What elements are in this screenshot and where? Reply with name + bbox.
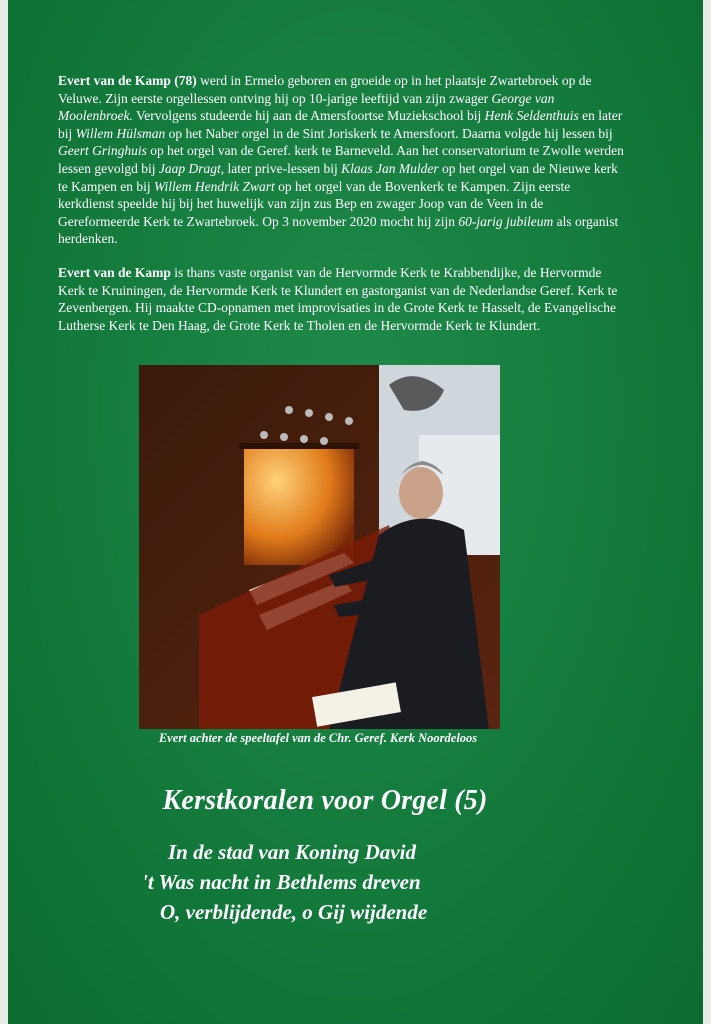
text-run: op het orgel van de Nieuwe kerk te Kampen en bij [58, 160, 618, 194]
italic-name: Geert Gringhuis [58, 143, 147, 159]
text-run: later prive-lessen bij [224, 160, 342, 176]
italic-name: Willem Hülsman [75, 125, 166, 141]
section-heading: Kerstkoralen voor Orgel (5) [162, 785, 488, 816]
italic-name: George van Moolenbroek. [58, 90, 555, 124]
page-edge-left [0, 0, 8, 1024]
page-edge-right [703, 0, 711, 1024]
text-run: en later bij [58, 108, 623, 141]
bio-paragraph-2 [58, 264, 624, 334]
text-run: als organist herdenken. [58, 213, 619, 247]
italic-name: Klaas Jan Mulder [341, 160, 439, 176]
hymn-title: O, verblijdende, o Gij wijdende [160, 900, 428, 924]
text-run: op het Naber orgel in de Sint Joriskerk te Amersfoort. Daarna volgde hij lessen bij [165, 125, 613, 141]
italic-name: Henk Seldenthuis [484, 108, 579, 124]
italic-name: 60-jarig jubileum [458, 213, 554, 229]
bold-name: Evert van de Kamp (78) [58, 73, 197, 88]
organist-photo [139, 365, 500, 729]
text-run: werd in Ermelo geboren en groeide op in het plaatsje Zwartebroek op de Veluwe. Zijn eerste orgellessen ontving hij op 10-jarige leeftijd van zijn zwager [58, 73, 592, 106]
hymn-title: In de stad van Koning David [168, 840, 416, 864]
text-run: Vervolgens studeerde hij aan de Amersfoortse Muziekschool bij [132, 108, 485, 124]
organ-console-illustration [139, 365, 500, 729]
italic-name: Jaap Dragt, [158, 160, 225, 176]
text-run: op het orgel van de Geref. kerk te Barneveld. Aan het conservatorium te Zwolle werden lessen gevolgd bij [58, 143, 624, 176]
photo-caption: Evert achter de speeltafel van de Chr. Geref. Kerk Noordeloos [158, 731, 478, 745]
hymn-title: 't Was nacht in Bethlems dreven [142, 870, 421, 894]
text-run: is thans vaste organist van de Hervormde Kerk te Krabbendijke, de Hervormde Kerk te Kruiningen, de Hervormde Kerk te Klundert en gastorganist van de Nederlandse Geref. Kerk te Zevenbergen. Hij maakte CD-opnamen met improvisaties in de Grote Kerk te Hasselt, de Evangelische Lutherse Kerk te Den Haag, de Grote Kerk te Tholen en de Hervormde Kerk te Klundert. [58, 264, 618, 333]
bold-name: Evert van de Kamp [58, 264, 171, 280]
text-run: op het orgel van de Bovenkerk te Kampen. Zijn eerste kerkdienst speelde hij bij het huwelijk van zijn zus Bep en zwager Joop van de Veen in de Gereformeerde Kerk te Zwartebroek. Op 3 november 2020 mocht hij zijn [58, 178, 571, 229]
italic-name: Willem Hendrik Zwart [153, 178, 275, 194]
biography [58, 72, 624, 350]
bio-paragraph-1 [58, 72, 624, 248]
